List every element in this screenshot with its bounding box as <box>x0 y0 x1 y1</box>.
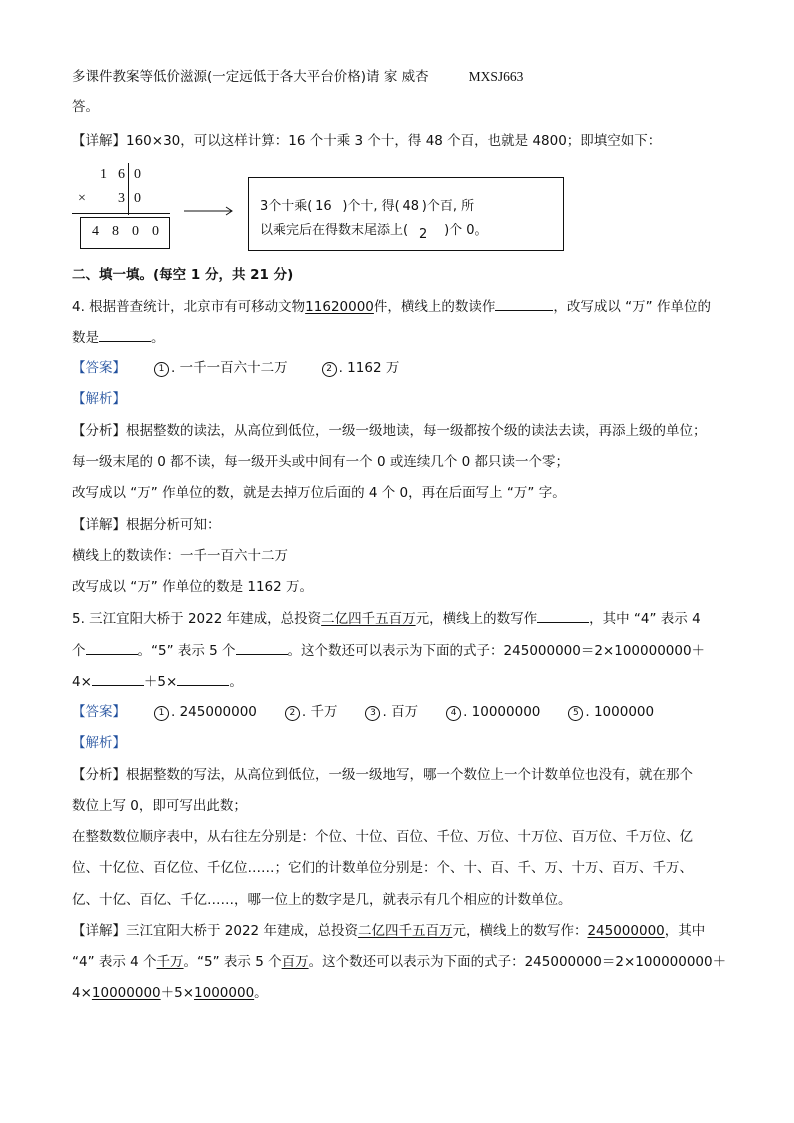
answer-text: . 1000000 <box>585 704 655 720</box>
digit: 0 <box>152 224 159 239</box>
header-code: MXSJ663 <box>468 69 524 84</box>
q5-fenxi-1 <box>72 766 693 784</box>
detail-answer: 10000000 <box>91 985 161 1001</box>
answer-text: . 245000000 <box>171 704 257 720</box>
detail-underlined: 二亿四千五百万 <box>357 923 453 939</box>
box-text: )个 0。 <box>444 223 488 238</box>
q5-text: ，其中 “4” 表示 4 <box>589 611 701 627</box>
answer-number: 1 <box>154 706 169 721</box>
digit: 6 <box>118 167 125 182</box>
q5-answer-line <box>72 703 654 721</box>
fenxi-text: 根据整数的读法，从高位到低位，一级一级地读，每一级都按个级的读法去读，再添上级的单位； <box>126 423 707 439</box>
divider-line <box>128 163 129 215</box>
detail-tag: 【详解】 <box>72 517 126 533</box>
q4-fenxi-2: 每一级末尾的 0 都不读，每一级开头或中间有一个 0 或连续几个 0 都只读一个零； <box>72 454 570 470</box>
detail-text: ＋5× <box>160 985 195 1001</box>
analysis-tag: 【解析】 <box>72 391 126 407</box>
detail-text: 。 <box>254 985 268 1001</box>
q5-text: 元，横线上的数写作 <box>415 611 538 627</box>
answer-text: . 千万 <box>301 704 338 720</box>
box-value: 48 <box>402 199 420 214</box>
detail-text: “4” 表示 4 个 <box>72 954 157 970</box>
fill-blank[interactable] <box>86 641 138 655</box>
digit: 1 <box>100 167 107 182</box>
box-value: 16 <box>315 199 332 214</box>
section-title: 二、填一填。(每空 1 分，共 21 分) <box>72 267 294 283</box>
answer-text: . 一千一百六十二万 <box>171 360 288 376</box>
q5-detail-3 <box>72 984 268 1002</box>
fill-blank[interactable] <box>236 641 288 655</box>
q5-text: 个 <box>72 643 86 659</box>
detail-tag: 【详解】 <box>72 133 126 149</box>
fenxi-text: 根据整数的写法，从高位到低位，一级一级地写，哪一个数位上一个计数单位也没有，就在那个 <box>126 767 693 783</box>
multiplication-figure <box>72 163 572 255</box>
explanation-box <box>248 177 564 251</box>
fenxi-tag: 【分析】 <box>72 767 126 783</box>
q4-detail-1 <box>72 516 221 534</box>
answer-tail: 答。 <box>72 99 99 115</box>
q5-fenxi-5: 亿、十亿、百亿、千亿……，哪一位上的数字是几，就表示有几个相应的计数单位。 <box>72 892 572 908</box>
q5-text: 5. 三江宜阳大桥于 2022 年建成，总投资 <box>72 611 322 627</box>
q4-line-2 <box>72 328 165 347</box>
detail-text: 。这个数还可以表示为下面的式子：245000000＝2×100000000＋ <box>308 954 727 970</box>
q4-detail-2: 横线上的数读作：一千一百六十二万 <box>72 548 288 564</box>
q5-line-2 <box>72 641 705 660</box>
explanation-line-2 <box>260 219 488 242</box>
result-line <box>72 213 170 214</box>
fill-blank[interactable] <box>92 672 144 686</box>
answer-number: 5 <box>568 706 583 721</box>
answer-text: . 1162 万 <box>338 360 400 376</box>
detail-text: 三江宜阳大桥于 2022 年建成，总投资 <box>126 923 358 939</box>
answer-tag: 【答案】 <box>72 360 126 376</box>
answer-number: 2 <box>285 706 300 721</box>
q5-text: 。“5” 表示 5 个 <box>137 643 236 659</box>
detail-text: ，其中 <box>664 923 706 939</box>
detail-text: 。“5” 表示 5 个 <box>183 954 282 970</box>
digit: 8 <box>112 224 119 239</box>
q4-text: ，改写成以 “万” 作单位的 <box>553 299 711 315</box>
q5-text: ＋5× <box>143 674 178 690</box>
q4-text: 件，横线上的数读作 <box>373 299 496 315</box>
detail-text: 根据分析可知： <box>126 517 221 533</box>
box-text: )个十, 得( <box>342 199 400 214</box>
q4-detail-3: 改写成以 “万” 作单位的数是 1162 万。 <box>72 579 314 595</box>
answer-tag: 【答案】 <box>72 704 126 720</box>
answer-text: . 10000000 <box>463 704 541 720</box>
analysis-tag: 【解析】 <box>72 735 126 751</box>
digit: 0 <box>132 224 139 239</box>
answer-number: 2 <box>322 362 337 377</box>
times-sign: × <box>78 191 86 206</box>
q5-fenxi-2: 数位上写 0，即可写出此数； <box>72 798 247 814</box>
fenxi-tag: 【分析】 <box>72 423 126 439</box>
digit: 0 <box>134 191 141 206</box>
q4-fenxi-3: 改写成以 “万” 作单位的数，就是去掉万位后面的 4 个 0，再在后面写上 “万” 字。 <box>72 485 566 501</box>
q5-underlined: 二亿四千五百万 <box>321 611 416 627</box>
q5-fenxi-3: 在整数数位顺序表中，从右往左分别是：个位、十位、百位、千位、万位、十万位、百万位、千万位、亿 <box>72 829 693 845</box>
header-text: 多课件教案等低价滋源(一定远低于各大平台价格)请 家 威杏 <box>72 69 429 85</box>
detail-text: 4× <box>72 985 92 1001</box>
detail-text: 元，横线上的数写作： <box>452 923 588 939</box>
explanation-line-1 <box>260 195 474 214</box>
q4-fenxi-1 <box>72 422 707 440</box>
q5-text: 4× <box>72 674 92 690</box>
answer-text: . 百万 <box>382 704 419 720</box>
fill-blank[interactable] <box>99 328 151 342</box>
q5-line-3 <box>72 672 243 691</box>
q4-text: 数是 <box>72 330 99 346</box>
box-text: 3个十乘( <box>260 199 313 214</box>
box-value: 2 <box>418 227 428 242</box>
q4-text: 。 <box>151 330 165 346</box>
box-text: )个百, 所 <box>421 199 475 214</box>
fill-blank[interactable] <box>177 672 229 686</box>
fill-blank[interactable] <box>537 609 589 623</box>
answer-number: 1 <box>154 362 169 377</box>
detail-line-0 <box>72 132 661 150</box>
q5-text: 。 <box>229 674 243 690</box>
fill-blank[interactable] <box>495 297 553 311</box>
digit: 0 <box>134 167 141 182</box>
digit: 4 <box>92 224 99 239</box>
q5-detail-1 <box>72 922 705 940</box>
answer-number: 3 <box>365 706 380 721</box>
q4-line-1 <box>72 297 711 316</box>
q5-text: 。这个数还可以表示为下面的式子：245000000＝2×100000000＋ <box>287 643 706 659</box>
answer-number: 4 <box>446 706 461 721</box>
box-text: 以乘完后在得数末尾添上( <box>260 223 409 238</box>
digit: 3 <box>118 191 125 206</box>
q4-answer-line <box>72 359 399 377</box>
q5-fenxi-4: 位、十亿位、百亿位、千亿位……；它们的计数单位分别是：个、十、百、千、万、十万、百万、千万、 <box>72 860 693 876</box>
q4-number: 11620000 <box>305 299 374 315</box>
detail-answer: 百万 <box>281 954 309 970</box>
q5-detail-2 <box>72 953 726 971</box>
detail-tag: 【详解】 <box>72 923 126 939</box>
detail-answer: 1000000 <box>194 985 255 1001</box>
detail-text: 160×30，可以这样计算：16 个十乘 3 个十，得 48 个百，也就是 4800；即填空如下： <box>126 133 662 149</box>
right-arrow-icon <box>184 205 236 217</box>
q4-text: 4. 根据普查统计，北京市有可移动文物 <box>72 299 306 315</box>
detail-answer: 千万 <box>156 954 184 970</box>
q5-line-1 <box>72 609 701 628</box>
page-header <box>72 68 523 86</box>
detail-answer: 245000000 <box>587 923 665 939</box>
